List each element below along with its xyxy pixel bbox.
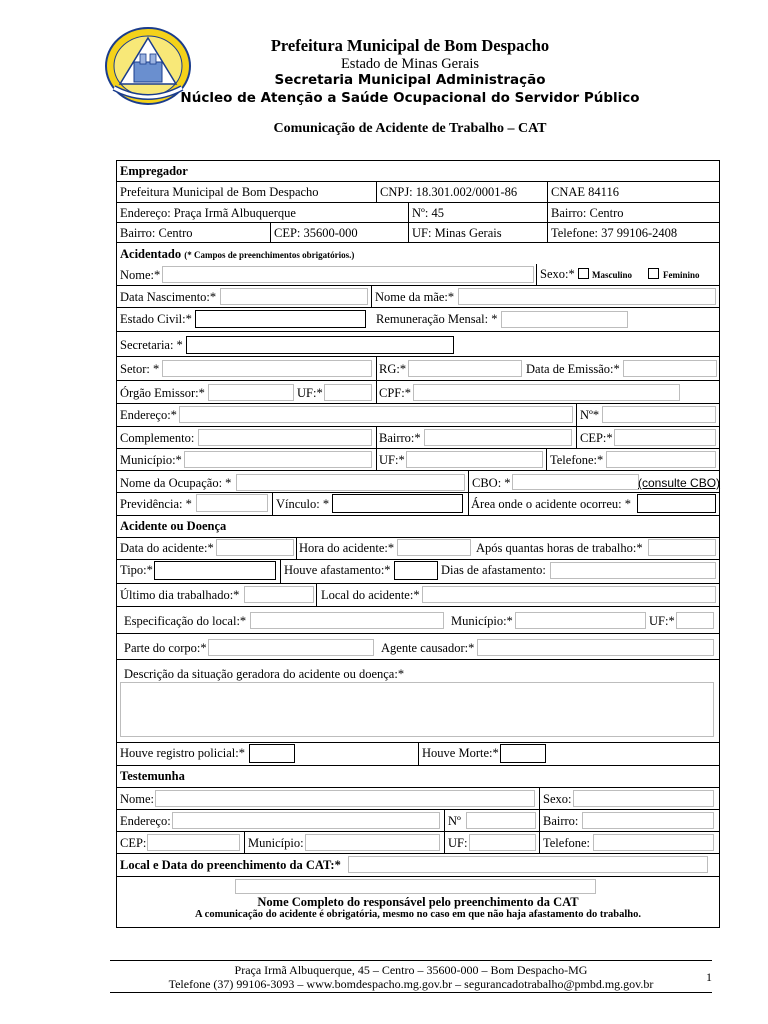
- label-testemunha-numero: Nº: [448, 814, 461, 828]
- empregador-cnpj: CNPJ: 18.301.002/0001-86: [380, 185, 518, 199]
- label-numero: Nº*: [580, 408, 600, 422]
- empregador-bairro: Bairro: Centro: [551, 206, 624, 220]
- label-masculino: Masculino: [592, 270, 633, 280]
- apos-horas-input[interactable]: [648, 539, 716, 556]
- header-state: Estado de Minas Gerais: [340, 56, 480, 72]
- section-empregador: Empregador: [120, 164, 188, 178]
- empregador-cnae: CNAE 84116: [551, 185, 619, 199]
- label-tipo: Tipo:*: [120, 563, 153, 577]
- label-testemunha-municipio: Município:: [248, 836, 304, 850]
- cpf-input[interactable]: [413, 384, 680, 401]
- rg-input[interactable]: [408, 360, 522, 377]
- label-apos-horas: Após quantas horas de trabalho:*: [476, 541, 643, 555]
- label-complemento: Complemento:: [120, 431, 195, 445]
- label-parte-corpo: Parte do corpo:*: [124, 641, 207, 655]
- hora-acidente-input[interactable]: [397, 539, 471, 556]
- data-nascimento-input[interactable]: [220, 288, 368, 305]
- label-testemunha-nome: Nome:: [120, 792, 155, 806]
- complemento-input[interactable]: [198, 429, 372, 446]
- header-nucleus: Núcleo de Atenção a Saúde Ocupacional do Servidor Público: [180, 90, 640, 106]
- section-acidente: Acidente ou Doença: [120, 519, 227, 533]
- remuneracao-input[interactable]: [501, 311, 628, 328]
- agente-input[interactable]: [477, 639, 714, 656]
- testemunha-numero-input[interactable]: [466, 812, 536, 829]
- ocupacao-input[interactable]: [236, 474, 465, 491]
- dias-afastamento-input[interactable]: [550, 562, 716, 579]
- orgao-emissor-input[interactable]: [208, 384, 294, 401]
- telefone-input[interactable]: [606, 451, 716, 468]
- testemunha-sexo-input[interactable]: [573, 790, 714, 807]
- morte-select[interactable]: [500, 744, 546, 763]
- empregador-numero: Nº: 45: [412, 206, 445, 220]
- label-bairro: Bairro:*: [379, 431, 421, 445]
- data-acidente-input[interactable]: [216, 539, 294, 556]
- label-ultimo-dia: Último dia trabalhado:*: [120, 588, 240, 602]
- label-morte: Houve Morte:*: [422, 746, 499, 760]
- nome-input[interactable]: [162, 266, 534, 283]
- setor-input[interactable]: [162, 360, 372, 377]
- header-title: Prefeitura Municipal de Bom Despacho: [270, 36, 550, 55]
- footer-divider-bottom: [110, 992, 712, 993]
- label-area: Área onde o acidente ocorreu: *: [471, 497, 631, 511]
- ultimo-dia-input[interactable]: [244, 586, 314, 603]
- label-local-data: Local e Data do preenchimento da CAT:*: [120, 858, 341, 872]
- label-descricao: Descrição da situação geradora do acidente ou doença:*: [124, 667, 405, 681]
- tipo-select[interactable]: [154, 561, 276, 580]
- cbo-input[interactable]: [512, 474, 639, 490]
- numero-input[interactable]: [602, 406, 716, 423]
- footer-contact: Telefone (37) 99106-3093 – www.bomdespacho.mg.gov.br – segurancadotrabalho@pmbd.mg.gov.br: [168, 977, 654, 991]
- footer-address: Praça Irmã Albuquerque, 45 – Centro – 35600-000 – Bom Despacho-MG: [234, 963, 588, 977]
- consulte-cbo-link[interactable]: (consulte CBO): [638, 476, 721, 490]
- label-uf: UF:*: [297, 386, 323, 400]
- required-note: (* Campos de preenchimentos obrigatórios.): [184, 250, 355, 260]
- label-telefone: Telefone:*: [550, 453, 604, 467]
- label-orgao-emissor: Órgão Emissor:*: [120, 386, 205, 400]
- label-data-acidente: Data do acidente:*: [120, 541, 214, 555]
- empregador-cep: CEP: 35600-000: [274, 226, 358, 240]
- uf-acidente-input[interactable]: [676, 612, 714, 629]
- bairro-input[interactable]: [424, 429, 572, 446]
- cep-input[interactable]: [614, 429, 716, 446]
- registro-policial-select[interactable]: [249, 744, 295, 763]
- local-data-input[interactable]: [348, 856, 708, 873]
- empregador-uf: UF: Minas Gerais: [412, 226, 502, 240]
- especificacao-input[interactable]: [250, 612, 444, 629]
- label-afastamento: Houve afastamento:*: [284, 563, 391, 577]
- local-acidente-input[interactable]: [422, 586, 716, 603]
- header-secretariat: Secretaria Municipal Administração: [274, 72, 546, 88]
- masculino-checkbox[interactable]: [578, 268, 589, 279]
- empregador-endereco: Endereço: Praça Irmã Albuquerque: [120, 206, 296, 220]
- testemunha-nome-input[interactable]: [155, 790, 535, 807]
- previdencia-input[interactable]: [196, 494, 268, 512]
- testemunha-endereco-input[interactable]: [172, 812, 440, 829]
- municipio-acidente-input[interactable]: [515, 612, 646, 629]
- feminino-checkbox[interactable]: [648, 268, 659, 279]
- label-feminino: Feminino: [663, 270, 700, 280]
- data-emissao-input[interactable]: [623, 360, 717, 377]
- label-local-acidente: Local do acidente:*: [321, 588, 420, 602]
- note-obrigatoria: A comunicação do acidente é obrigatória, mesmo no caso em que não haja afastamento do trabalho.: [195, 909, 641, 920]
- municipio-input[interactable]: [184, 451, 372, 468]
- label-data-nascimento: Data Nascimento:*: [120, 290, 217, 304]
- label-testemunha-sexo: Sexo:: [543, 792, 572, 806]
- descricao-textarea[interactable]: [120, 682, 714, 737]
- label-sexo: Sexo:*: [540, 267, 575, 281]
- document-title: Comunicação de Acidente de Trabalho – CAT: [273, 121, 547, 136]
- label-rg: RG:*: [379, 362, 407, 376]
- label-municipio-acidente: Município:*: [451, 614, 513, 628]
- nome-mae-input[interactable]: [458, 288, 716, 305]
- label-nome-mae: Nome da mãe:*: [375, 290, 455, 304]
- uf-2-input[interactable]: [406, 451, 543, 468]
- label-agente: Agente causador:*: [381, 641, 475, 655]
- section-acidentado-label: Acidentado: [120, 247, 182, 261]
- empregador-bairro-2: Bairro: Centro: [120, 226, 193, 240]
- label-endereco: Endereço:*: [120, 408, 177, 422]
- label-uf-2: UF:*: [379, 453, 405, 467]
- label-hora-acidente: Hora do acidente:*: [299, 541, 395, 555]
- label-uf-acidente: UF:*: [649, 614, 675, 628]
- label-data-emissao: Data de Emissão:*: [526, 362, 620, 376]
- responsavel-input[interactable]: [235, 879, 596, 894]
- secretaria-select[interactable]: [186, 336, 454, 354]
- label-secretaria: Secretaria: *: [120, 338, 183, 352]
- parte-corpo-input[interactable]: [208, 639, 374, 656]
- label-setor: Setor: *: [120, 362, 160, 376]
- label-especificacao: Especificação do local:*: [124, 614, 247, 628]
- area-select[interactable]: [637, 494, 716, 513]
- label-cbo: CBO: *: [472, 476, 511, 490]
- testemunha-municipio-input[interactable]: [305, 834, 440, 851]
- label-responsavel: Nome Completo do responsável pelo preenchimento da CAT: [257, 895, 579, 909]
- label-testemunha-uf: UF:: [448, 836, 468, 850]
- footer-divider: [110, 960, 712, 961]
- testemunha-uf-input[interactable]: [469, 834, 536, 851]
- empregador-name: Prefeitura Municipal de Bom Despacho: [120, 185, 319, 199]
- section-testemunha: Testemunha: [120, 769, 185, 783]
- testemunha-bairro-input[interactable]: [582, 812, 714, 829]
- label-remuneracao: Remuneração Mensal: *: [376, 312, 498, 326]
- label-vinculo: Vínculo: *: [276, 497, 330, 511]
- vinculo-select[interactable]: [332, 494, 463, 513]
- label-nome: Nome:*: [120, 268, 161, 282]
- estado-civil-select[interactable]: [195, 310, 366, 328]
- label-dias-afastamento: Dias de afastamento:: [441, 563, 546, 577]
- uf-input[interactable]: [324, 384, 372, 401]
- empregador-telefone: Telefone: 37 99106-2408: [551, 226, 678, 240]
- page-number: 1: [706, 970, 712, 984]
- label-testemunha-cep: CEP:: [120, 836, 147, 850]
- label-cpf: CPF:*: [379, 386, 411, 400]
- label-cep: CEP:*: [580, 431, 613, 445]
- label-municipio: Município:*: [120, 453, 182, 467]
- testemunha-telefone-input[interactable]: [593, 834, 714, 851]
- label-testemunha-bairro: Bairro:: [543, 814, 579, 828]
- label-testemunha-telefone: Telefone:: [543, 836, 591, 850]
- label-estado-civil: Estado Civil:*: [120, 312, 192, 326]
- label-testemunha-endereco: Endereço:: [120, 814, 171, 828]
- label-ocupacao: Nome da Ocupação: *: [120, 476, 232, 490]
- label-registro-policial: Houve registro policial:*: [120, 746, 245, 760]
- label-previdencia: Previdência: *: [120, 497, 192, 511]
- testemunha-cep-input[interactable]: [147, 834, 240, 851]
- afastamento-select[interactable]: [394, 561, 438, 580]
- endereco-input[interactable]: [179, 406, 573, 423]
- section-acidentado: [120, 247, 354, 262]
